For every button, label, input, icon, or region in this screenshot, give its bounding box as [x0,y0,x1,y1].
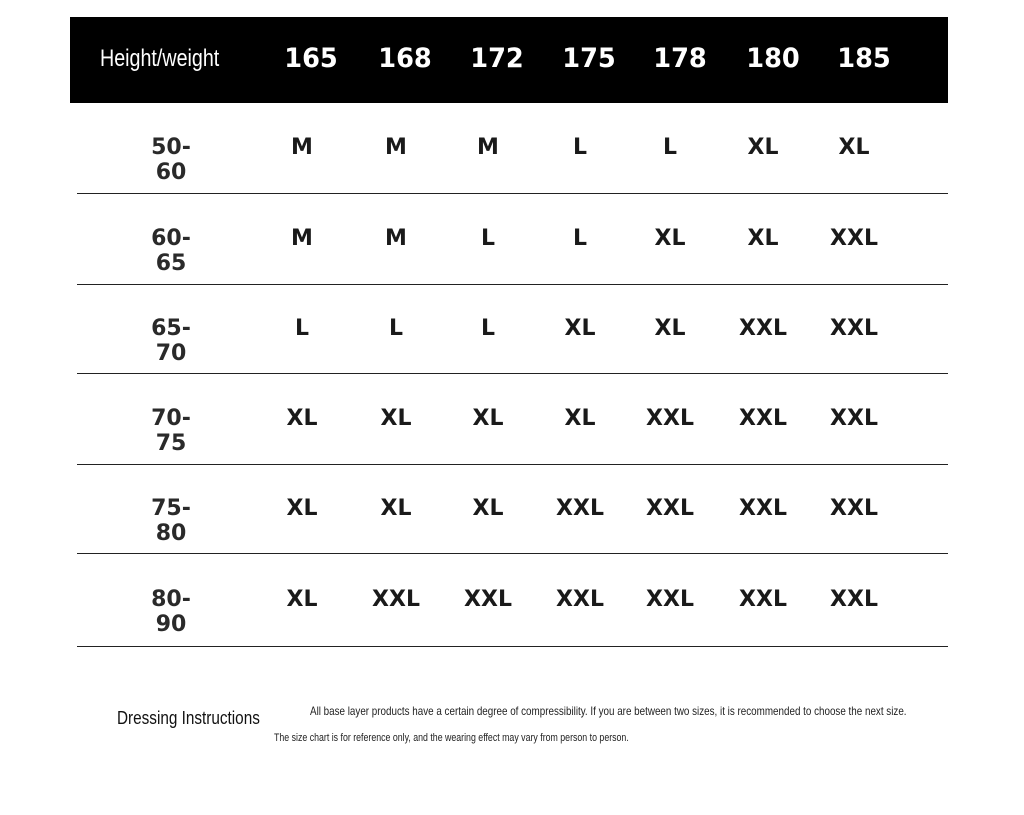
weight-label: 65-70 [151,316,191,366]
height-168: 168 [378,43,432,74]
size-cell: XXL [372,587,420,612]
size-row-50-60 [77,103,948,194]
height-185: 185 [837,43,891,74]
size-cell: XXL [556,587,604,612]
size-cell: XXL [646,406,694,431]
size-cell: XXL [830,226,878,251]
size-cell: M [385,135,407,160]
size-cell: L [662,135,678,160]
size-row-65-70 [77,285,948,374]
size-cell: XXL [646,496,694,521]
size-row-80-90 [77,554,948,647]
size-cell: XL [654,316,686,341]
size-cell: XXL [830,496,878,521]
height-165: 165 [284,43,338,74]
size-cell: M [291,135,313,160]
size-cell: XXL [556,496,604,521]
size-cell: XXL [739,406,787,431]
weight-label: 60-65 [151,226,191,276]
size-cell: XL [564,316,596,341]
size-cell: L [572,135,588,160]
height-172: 172 [470,43,524,74]
instructions-title: Dressing Instructions [117,708,260,728]
size-cell: XL [564,406,596,431]
size-cell: L [294,316,310,341]
dressing-instructions [0,690,1024,770]
height-175: 175 [562,43,616,74]
instructions-line-2: The size chart is for reference only, and the wearing effect may vary from person to person. [274,732,629,744]
size-cell: XL [747,226,779,251]
size-cell: XXL [739,316,787,341]
weight-label: 70-75 [151,406,191,456]
size-cell: XXL [830,587,878,612]
size-cell: XL [747,135,779,160]
size-cell: XXL [646,587,694,612]
size-cell: XL [838,135,870,160]
size-cell: L [480,226,496,251]
size-cell: XL [472,496,504,521]
weight-label: 80-90 [151,587,191,637]
size-row-70-75 [77,374,948,465]
size-cell: L [572,226,588,251]
weight-label: 50-60 [151,135,191,185]
size-cell: XL [286,406,318,431]
size-cell: M [477,135,499,160]
size-cell: XL [380,496,412,521]
size-cell: XXL [739,496,787,521]
size-cell: XL [654,226,686,251]
size-cell: XXL [830,406,878,431]
instructions-line-1: All base layer products have a certain degree of compressibility. If you are between two sizes, it is recommended to choose the next size. [310,704,907,718]
size-cell: XXL [739,587,787,612]
size-row-60-65 [77,194,948,285]
height-178: 178 [653,43,707,74]
size-cell: M [291,226,313,251]
height-180: 180 [746,43,800,74]
size-row-75-80 [77,465,948,554]
size-cell: XL [380,406,412,431]
size-cell: M [385,226,407,251]
size-cell: L [480,316,496,341]
weight-label: 75-80 [151,496,191,546]
size-cell: XL [472,406,504,431]
size-chart-header [70,17,948,103]
size-cell: XXL [830,316,878,341]
size-cell: XXL [464,587,512,612]
header-label: Height/weight [100,45,220,72]
size-cell: XL [286,587,318,612]
size-cell: XL [286,496,318,521]
size-cell: L [388,316,404,341]
size-chart [70,17,948,647]
